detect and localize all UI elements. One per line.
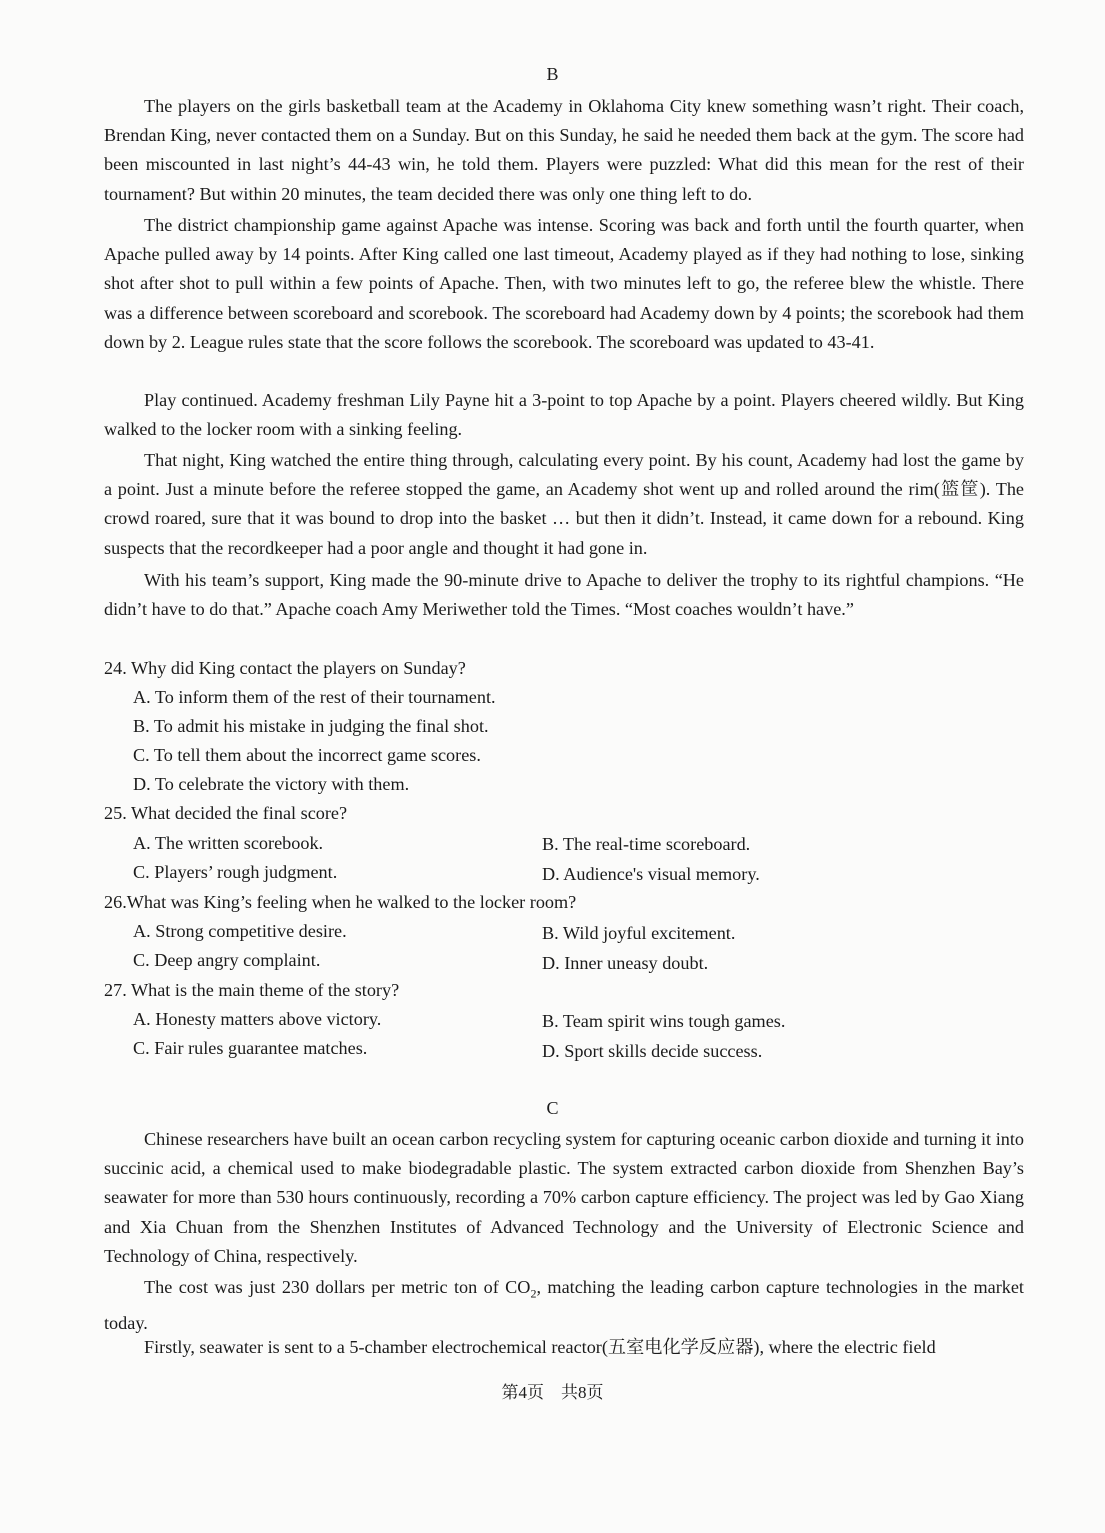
question-26-option-c: C. Deep angry complaint. xyxy=(133,950,321,970)
passage-b-paragraph-2: The district championship game against Apache was intense. Scoring was back and forth until the fourth quarter, when Apache pulled away by 14 points. After King called one last timeout, Academy played as if they had nothing to lose, sinking shot after shot to pull within a few points of Apache. Then, with two minutes left to go, the referee blew the whistle. There was a difference between scoreboard and scorebook. The scoreboard had Academy down by 4 points; the scorebook had them down by 2. League rules state that the score follows the scorebook. The scoreboard was updated to 43-41. xyxy=(104,215,1024,352)
section-c-title: C xyxy=(546,1098,559,1118)
question-26-option-b: B. Wild joyful excitement. xyxy=(542,923,736,943)
question-24-option-c: C. To tell them about the incorrect game scores. xyxy=(133,745,481,765)
question-25-option-b: B. The real-time scoreboard. xyxy=(542,834,751,854)
question-25-option-d: D. Audience's visual memory. xyxy=(542,864,760,884)
passage-c-paragraph-1: Chinese researchers have built an ocean carbon recycling system for capturing oceanic carbon dioxide and turning it into succinic acid, a chemical used to make biodegradable plastic. The system extracted carbon dioxide from Shenzhen Bay’s seawater for more than 530 hours continuously, recording a 70% carbon capture efficiency. The project was led by Gao Xiang and Xia Chuan from the Shenzhen Institutes of Advanced Technology and the University of Electronic Science and Technology of China, respectively. xyxy=(104,1129,1024,1266)
question-26-option-a: A. Strong competitive desire. xyxy=(133,921,347,941)
passage-b-paragraph-1: The players on the girls basketball team at the Academy in Oklahoma City knew something wasn’t right. Their coach, Brendan King, never contacted them on a Sunday. But on this Sunday, he said he needed them back at the gym. The score had been miscounted in last night’s 44-43 win, he told them. Players were puzzled: What did this mean for the rest of their tournament? But within 20 minutes, the team decided there was only one thing left to do. xyxy=(104,96,1024,204)
section-b-title: B xyxy=(546,64,559,84)
question-24-option-b: B. To admit his mistake in judging the final shot. xyxy=(133,716,489,736)
passage-b-paragraph-4: That night, King watched the entire thing through, calculating every point. By his count, Academy had lost the game by a point. Just a minute before the referee stopped the game, an Academy shot went up and rolled around the rim(篮筐). The crowd roared, sure that it was bound to drop into the basket … but then it didn’t. Instead, it came down for a rebound. King suspects that the recordkeeper had a poor angle and thought it had gone in. xyxy=(104,450,1024,558)
question-27-option-a: A. Honesty matters above victory. xyxy=(133,1009,382,1029)
question-24-option-d: D. To celebrate the victory with them. xyxy=(133,774,410,794)
question-27-option-c: C. Fair rules guarantee matches. xyxy=(133,1038,368,1058)
page-number-footer: 第4页 共8页 xyxy=(501,1383,604,1402)
passage-b-paragraph-3: Play continued. Academy freshman Lily Payne hit a 3-point to top Apache by a point. Players cheered wildly. But King walked to the locker room with a sinking feeling. xyxy=(104,390,1024,440)
passage-c-paragraph-2-text-before: The cost was just 230 dollars per metric ton of CO xyxy=(144,1277,531,1297)
passage-c-paragraph-2 xyxy=(104,1273,1024,1338)
question-27-option-b: B. Team spirit wins tough games. xyxy=(542,1011,786,1031)
question-24-option-a: A. To inform them of the rest of their tournament. xyxy=(133,687,496,707)
question-25-stem: 25. What decided the final score? xyxy=(104,803,348,823)
passage-c-paragraph-2-text-after: , matching the leading carbon capture technologies in the market today. xyxy=(104,1277,1024,1333)
question-26-option-d: D. Inner uneasy doubt. xyxy=(542,953,709,973)
passage-c-paragraph-3: Firstly, seawater is sent to a 5-chamber electrochemical reactor(五室电化学反应器), where the electric field xyxy=(144,1337,936,1357)
question-26-stem: 26.What was King’s feeling when he walked to the locker room? xyxy=(104,892,577,912)
question-27-option-d: D. Sport skills decide success. xyxy=(542,1041,763,1061)
question-25-option-a: A. The written scorebook. xyxy=(133,833,324,853)
question-24-stem: 24. Why did King contact the players on Sunday? xyxy=(104,658,466,678)
question-27-stem: 27. What is the main theme of the story? xyxy=(104,980,400,1000)
question-25-option-c: C. Players’ rough judgment. xyxy=(133,862,338,882)
co2-subscript: 2 xyxy=(530,1286,537,1301)
passage-b-paragraph-5: With his team’s support, King made the 90-minute drive to Apache to deliver the trophy to its rightful champions. “He didn’t have to do that.” Apache coach Amy Meriwether told the Times. “Most coaches wouldn’t have.” xyxy=(104,570,1024,620)
